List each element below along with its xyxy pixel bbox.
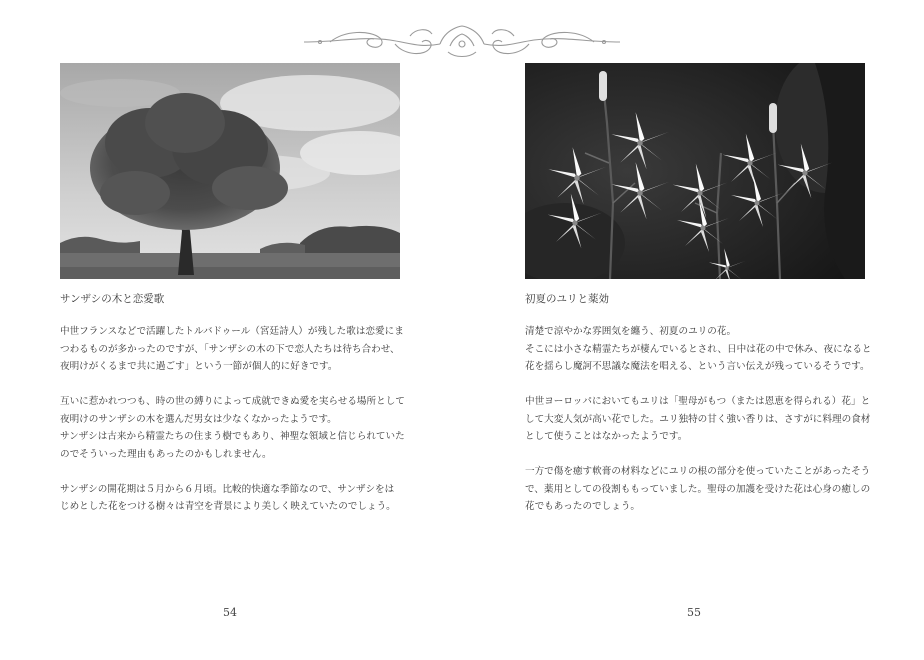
hawthorn-tree-photo <box>60 63 400 279</box>
text-line: 中世フランスなどで活躍したトルバドゥール（宮廷詩人）が残した歌は恋愛にま <box>60 326 404 337</box>
page-number: 54 <box>223 606 237 619</box>
paragraph <box>60 393 405 463</box>
text-line: 夜明けがくるまで共に過ごす」という一節が個人的に好きです。 <box>60 361 338 372</box>
paragraph <box>60 481 405 516</box>
body-text <box>60 323 405 533</box>
text-line: そこには小さな精霊たちが棲んでいるとされ、日中は花の中で休み、夜になると <box>525 343 872 355</box>
text-line: じめとした花をつける樹々は青空を背景により美しく映えていたのでしょう。 <box>60 501 396 512</box>
text-line: として使うことはなかったようです。 <box>525 431 688 442</box>
lily-flowers-photo <box>525 63 865 279</box>
text-line: 一方で傷を癒す軟膏の材料などにユリの根の部分を使っていたことがあったそう <box>525 466 871 477</box>
text-line: サンザシの開花期は５月から６月頃。比較的快適な季節なので、サンザシをは <box>60 483 395 495</box>
text-line: 互いに惹かれつつも、時の世の縛りによって成就できぬ愛を実らせる場所として <box>60 396 405 407</box>
text-line: のでそういった理由もあったのかもしれません。 <box>60 448 272 460</box>
text-line: で、薬用としての役割ももっていました。聖母の加護を受けた花は心身の癒しの <box>525 483 871 495</box>
text-line: サンザシは古来から精霊たちの住まう樹でもあり、神聖な領域と信じられていた <box>60 431 405 442</box>
text-line: つわるものが多かったのですが、「サンザシの木の下で恋人たちは待ち合わせ、 <box>60 343 400 355</box>
page-number: 55 <box>687 606 701 619</box>
text-line: 中世ヨーロッパにおいてもユリは「聖母がもつ（または恩恵を得られる）花」と <box>525 396 871 407</box>
section-title: サンザシの木と恋愛歌 <box>60 293 165 305</box>
body-text <box>525 323 870 533</box>
text-line: 花を揺らし魔訶不思議な魔法を唱える、という言い伝えが残っているそうです。 <box>525 361 870 372</box>
paragraph <box>525 393 870 446</box>
text-line: して大変人気が高い花でした。ユリ独特の甘く強い香りは、さすがに料理の食材 <box>525 413 871 425</box>
paragraph <box>525 463 870 516</box>
right-page <box>462 0 924 660</box>
paragraph <box>525 323 870 376</box>
section-title: 初夏のユリと薬効 <box>525 293 609 305</box>
text-line: 花でもあったのでしょう。 <box>525 501 641 512</box>
text-line: 清楚で涼やかな雰囲気を纏う、初夏のユリの花。 <box>525 326 737 337</box>
text-line: 夜明けのサンザシの木を選んだ男女は少なくなかったようです。 <box>60 413 337 425</box>
paragraph <box>60 323 405 376</box>
